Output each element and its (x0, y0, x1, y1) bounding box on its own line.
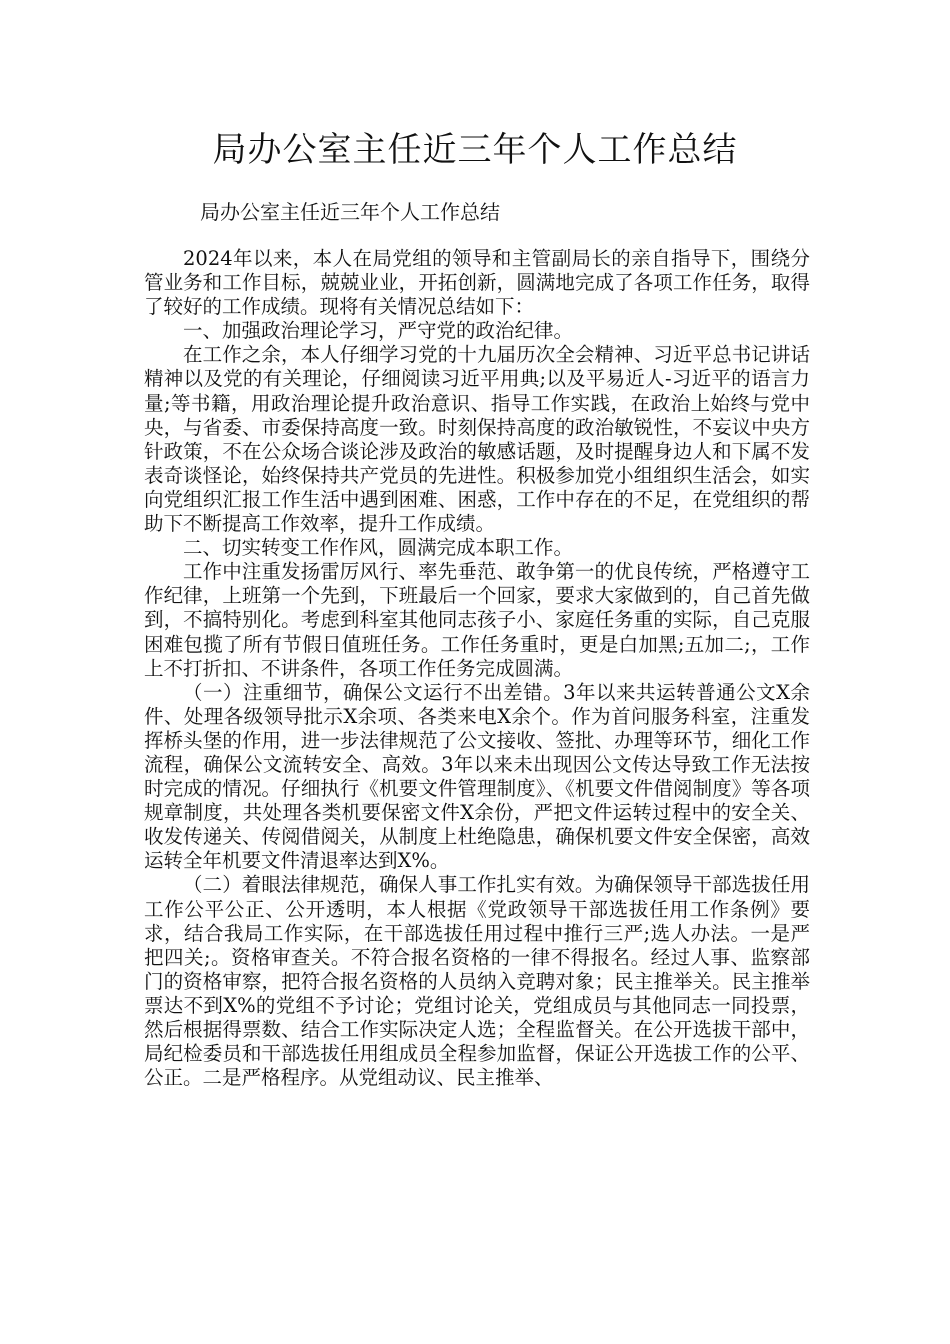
document-subtitle: 局办公室主任近三年个人工作总结 (200, 200, 500, 224)
paragraph-document-handling: （一）注重细节，确保公文运行不出差错。3年以来共运转普通公文X余件、处理各级领导批示X余项、各类来电X余个。作为首问服务科室，注重发挥桥头堡的作用，进一步法律规范了公文接收、签批、办理等环节，细化工作流程，确保公文流转安全、高效。3年以来未出现因公文传达导致工作无法按时完成的情况。仔细执行《机要文件管理制度》、《机要文件借阅制度》等各项规章制度，共处理各类机要保密文件X余份，严把文件运转过程中的安全关、收发传递关、传阅借阅关，从制度上杜绝隐患，确保机要文件安全保密，高效运转全年机要文件清退率达到X%。 (144, 680, 810, 873)
section-heading-1: 一、加强政治理论学习，严守党的政治纪律。 (183, 319, 574, 343)
paragraph-political-study: 在工作之余，本人仔细学习党的十九届历次全会精神、习近平总书记讲话精神以及党的有关理论，仔细阅读习近平用典;以及平易近人-习近平的语言力量;等书籍，用政治理论提升政治意识、指导工作实践，在政治上始终与党中央，与省委、市委保持高度一致。时刻保持高度的政治敏锐性，不妄议中央方针政策，不在公众场合谈论涉及政治的敏感话题，及时提醒身边人和下属不发表奇谈怪论，始终保持共产党员的先进性。积极参加党小组组织生活会，如实向党组织汇报工作生活中遇到困难、困惑，工作中存在的不足，在党组织的帮助下不断提高工作效率，提升工作成绩。 (144, 343, 810, 536)
paragraph-intro: 2024年以来，本人在局党组的领导和主管副局长的亲自指导下，围绕分管业务和工作目标，兢兢业业，开拓创新，圆满地完成了各项工作任务，取得了较好的工作成绩。现将有关情况总结如下： (144, 247, 810, 319)
paragraph-work-style: 工作中注重发扬雷厉风行、率先垂范、敢争第一的优良传统，严格遵守工作纪律，上班第一个先到，下班最后一个回家，要求大家做到的，自己首先做到，不搞特别化。考虑到科室其他同志孩子小、家庭任务重的实际，自己克服困难包揽了所有节假日值班任务。工作任务重时，更是白加黑;五加二;，工作上不打折扣、不讲条件，各项工作任务完成圆满。 (144, 560, 810, 680)
document-body (144, 247, 810, 1090)
paragraph-personnel-work: （二）着眼法律规范，确保人事工作扎实有效。为确保领导干部选拔任用工作公平公正、公开透明，本人根据《党政领导干部选拔任用工作条例》要求，结合我局工作实际，在干部选拔任用过程中推行三严;选人办法。一是严把四关;。资格审查关。不符合报名资格的一律不得报名。经过人事、监察部门的资格审察，把符合报名资格的人员纳入竞聘对象；民主推举关。民主推举票达不到X%的党组不予讨论；党组讨论关，党组成员与其他同志一同投票，然后根据得票数、结合工作实际决定人选；全程监督关。在公开选拔干部中，局纪检委员和干部选拔任用组成员全程参加监督，保证公开选拔工作的公平、公正。二是严格程序。从党组动议、民主推举、 (144, 873, 810, 1090)
section-heading-2: 二、切实转变工作作风，圆满完成本职工作。 (183, 536, 574, 560)
document-title: 局办公室主任近三年个人工作总结 (212, 130, 738, 170)
